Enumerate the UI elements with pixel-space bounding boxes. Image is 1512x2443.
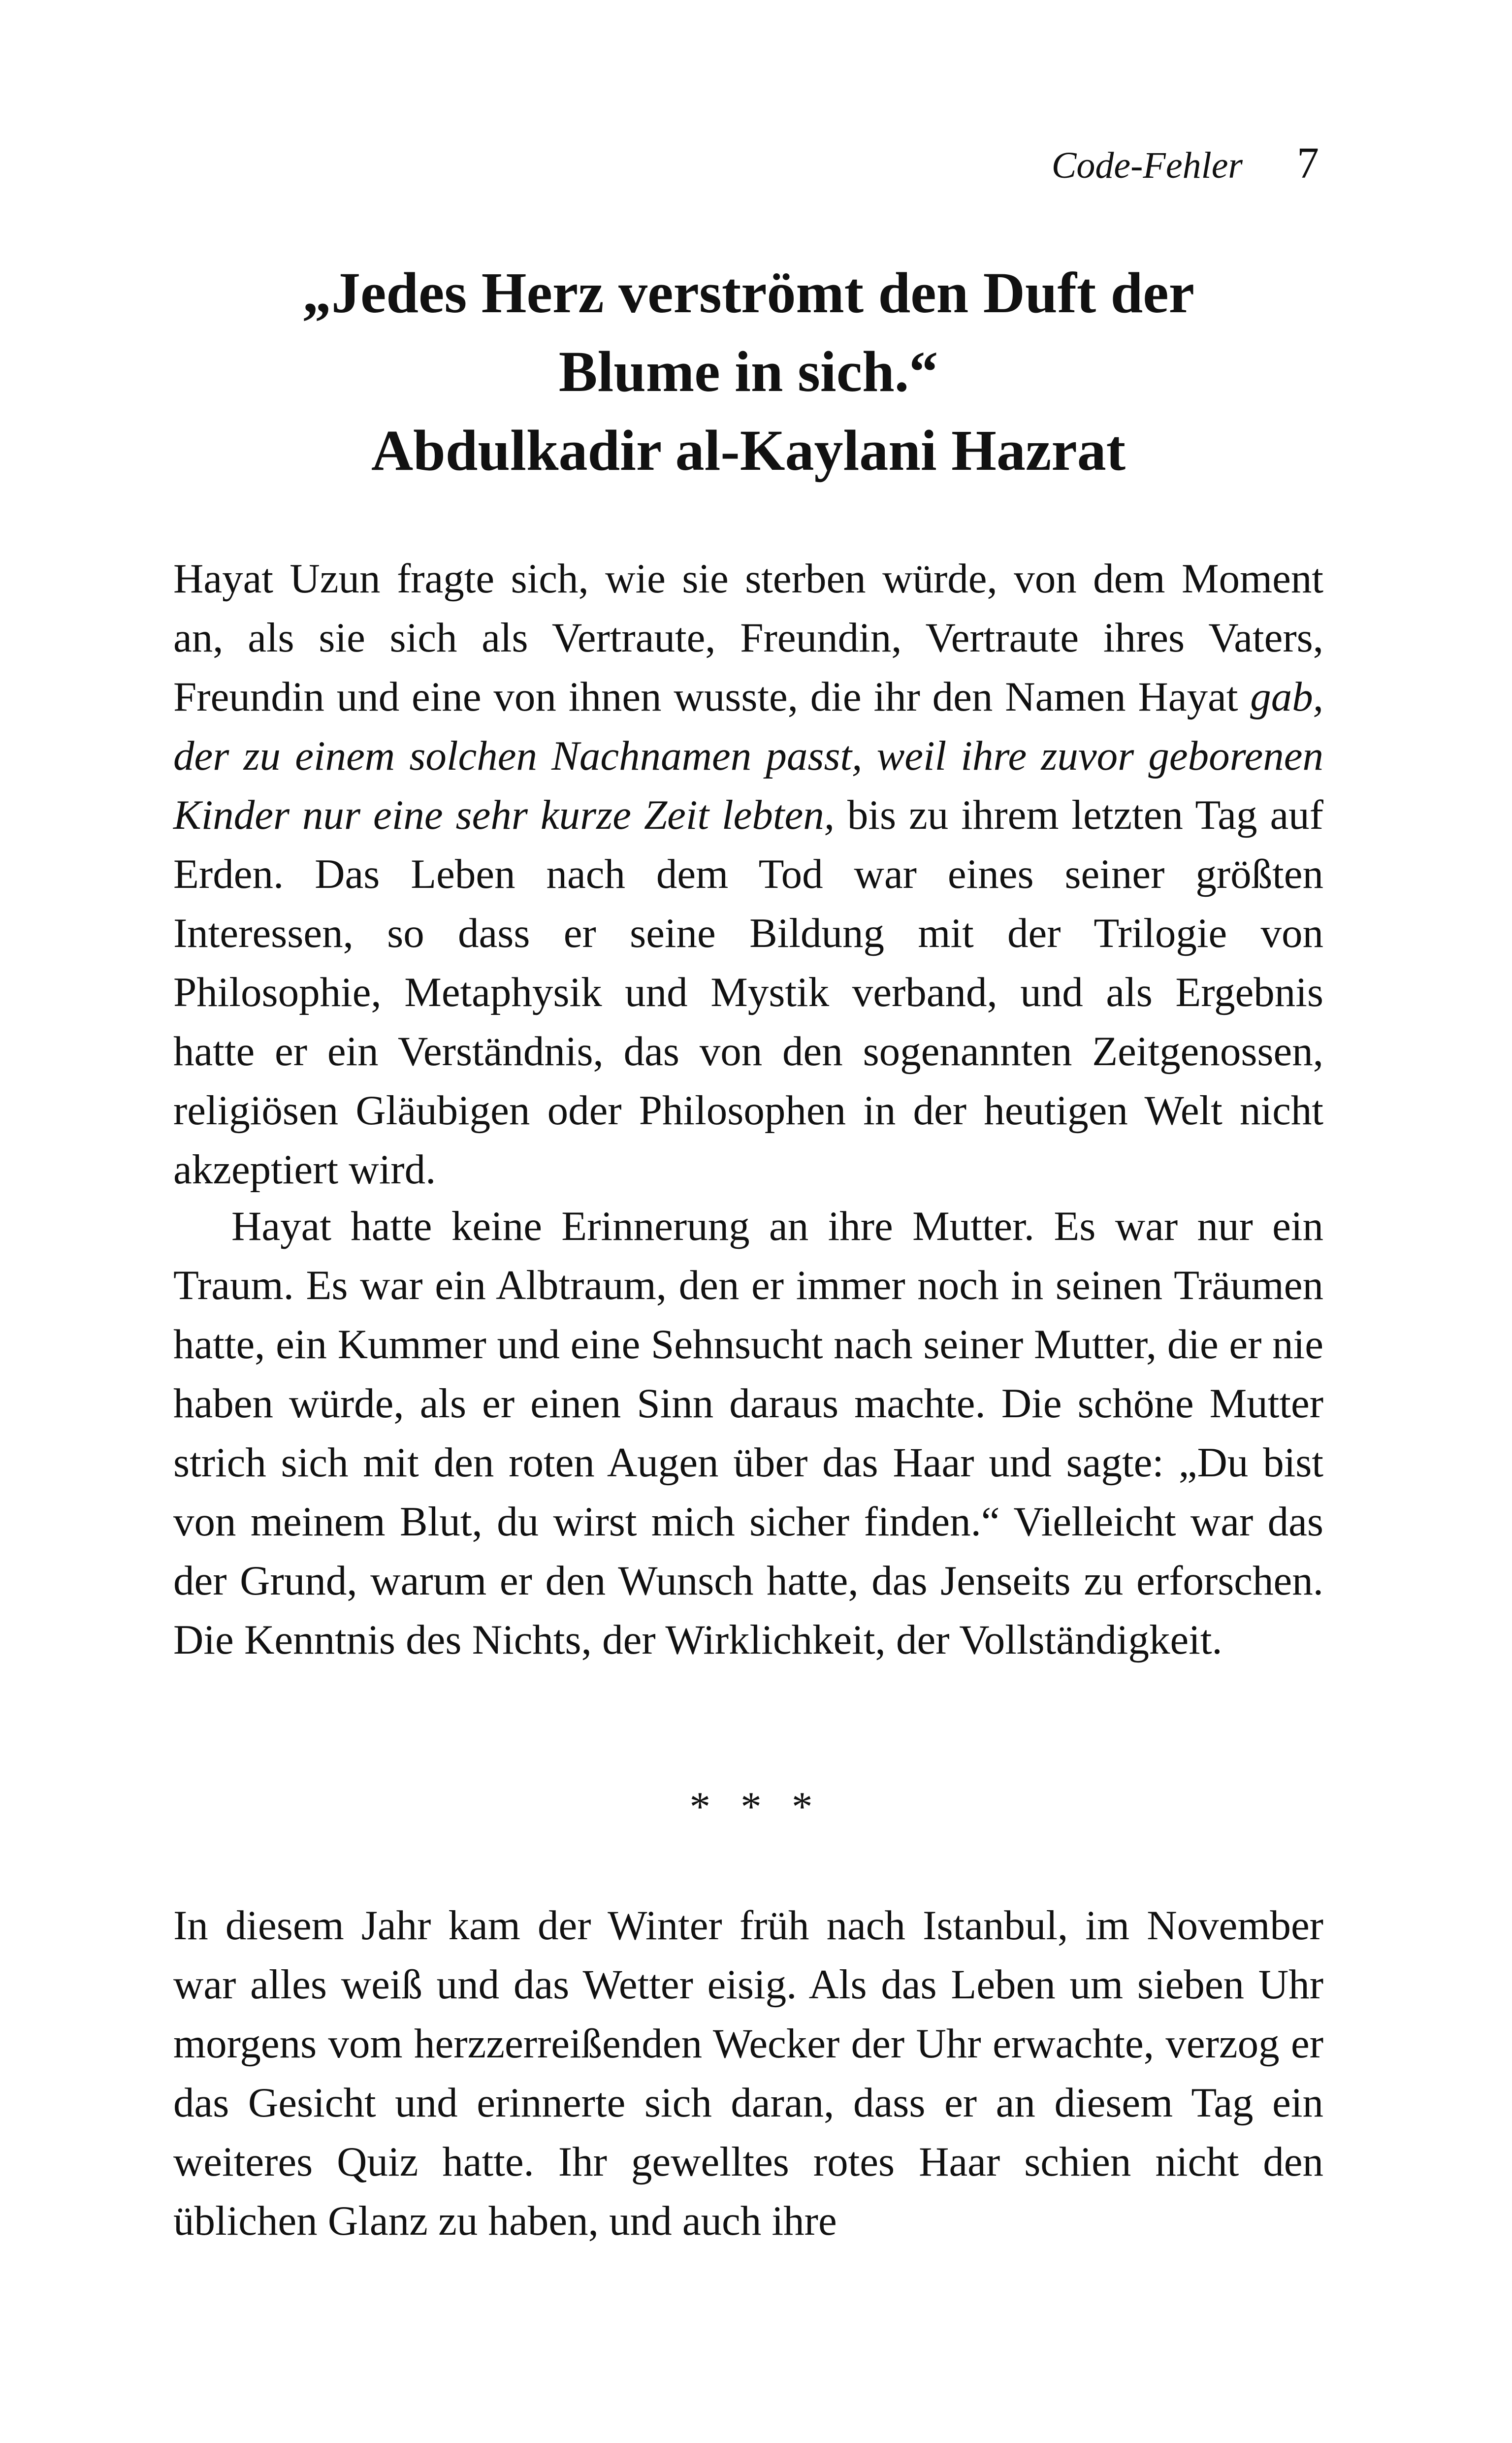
paragraph-2-text: Hayat hatte keine Erinnerung an ihre Mutter. Es war nur ein Traum. Es war ein Albtraum, den er immer noch in seinen Träumen hatte, ein Kummer und eine Sehnsucht nach seiner Mutter, die er nie haben würde, als er einen Sinn daraus machte. Die schöne Mutter strich sich mit den roten Augen über das Haar und sagte: „Du bist von meinem Blut, du wirst mich sicher finden.“ Vielleicht war das der Grund, warum er den Wunsch hatte, das Jenseits zu erforschen. Die Kenntnis des Nichts, der Wirklichkeit, der Vollständigkeit. bbox=[173, 1203, 1323, 1663]
running-head bbox=[1052, 138, 1319, 189]
paragraph-1-text-a: Hayat Uzun fragte sich, wie sie sterben würde, von dem Moment an, als sie sich als Vertraute, Freundin, Vertraute ihres Vaters, Freundin und eine von ihnen wusste, die ihr den Namen Hayat bbox=[173, 555, 1323, 720]
epigraph bbox=[175, 254, 1322, 490]
epigraph-author: Abdulkadir al-Kaylani Hazrat bbox=[371, 418, 1126, 483]
paragraph-3 bbox=[173, 1896, 1323, 2250]
epigraph-quote-line-1: „Jedes Herz verströmt den Duft der bbox=[302, 261, 1195, 325]
section-separator: * * * bbox=[689, 1784, 823, 1830]
paragraph-1 bbox=[173, 549, 1323, 1199]
paragraph-2 bbox=[173, 1197, 1323, 1669]
paragraph-3-text: In diesem Jahr kam der Winter früh nach Istanbul, im November war alles weiß und das Wetter eisig. Als das Leben um sieben Uhr morgens vom herzzerreißenden Wecker der Uhr erwachte, verzog er das Gesicht und erinnerte sich daran, dass er an diesem Tag ein weiteres Quiz hatte. Ihr gewelltes rotes Haar schien nicht den üblichen Glanz zu haben, und auch ihre bbox=[173, 1902, 1323, 2244]
paragraph-1-text-b: bis zu ihrem letzten Tag auf Erden. Das Leben nach dem Tod war eines seiner größten Interessen, so dass er seine Bildung mit der Trilogie von Philosophie, Metaphysik und Mystik verband, und als Ergebnis hatte er ein Verständnis, das von den sogenannten Zeitgenossen, religiösen Gläubigen oder Philosophen in der heutigen Welt nicht akzeptiert wird. bbox=[173, 792, 1323, 1193]
page-number: 7 bbox=[1297, 139, 1319, 188]
epigraph-quote-line-2: Blume in sich.“ bbox=[558, 339, 938, 404]
paragraph-1-italic: gab, der zu einem solchen Nachnamen passt, weil ihre zuvor geborenen Kinder nur eine sehr kurze Zeit lebten, bbox=[173, 674, 1323, 838]
running-title: Code-Fehler bbox=[1051, 145, 1243, 186]
